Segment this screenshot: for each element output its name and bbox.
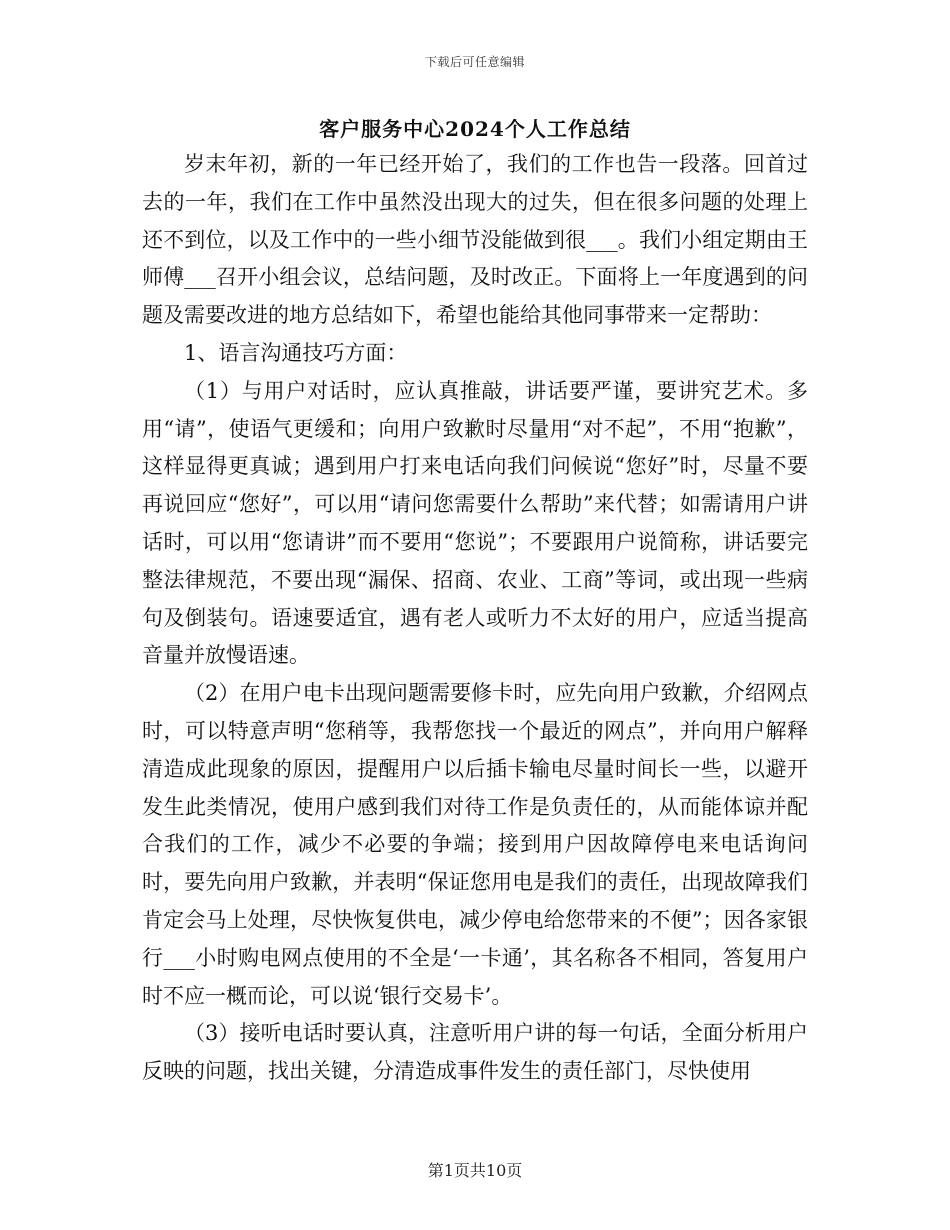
paragraph-item-1: （1）与用户对话时，应认真推敲，讲话要严谨，要讲究艺术。多用“请”，使语气更缓和；向用户致歉时尽量用“对不起”，不用“抱歉”，这样显得更真诚；遇到用户打来电话向我们问候说“您好”时，尽量不要再说回应“您好”，可以用“请问您需要什么帮助”来代替；如需请用户讲话时，可以用“您请讲”而不要用“您说”；不要跟用户说简称，讲话要完整法律规范，不要出现“漏保、招商、农业、工商”等词，或出现一些病句及倒装句。语速要适宜，遇有老人或听力不太好的用户，应适当提高音量并放慢语速。 xyxy=(142,378,808,668)
paragraph-item-2: （2）在用户电卡出现问题需要修卡时，应先向用户致歉，介绍网点时，可以特意声明“您稍等，我帮您找一个最近的网点”，并向用户解释清造成此现象的原因，提醒用户以后插卡输电尽量时间长一些，以避开发生此类情况，使用户感到我们对待工作是负责任的，从而能体谅并配合我们的工作，减少不必要的争端；接到用户因故障停电来电话询问时，要先向用户致歉，并表明“保证您用电是我们的责任，出现故障我们肯定会马上处理，尽快恢复供电，减少停电给您带来的不便”；因各家银行___小时购电网点使用的不全是‘一卡通’，其名称各不相同，答复用户时不应一概而论，可以说‘银行交易卡’。 xyxy=(142,681,808,1008)
page-number: 第1页共10页 xyxy=(427,1161,523,1180)
document-body xyxy=(142,146,808,1091)
page-header-note: 下载后可任意编辑 xyxy=(424,55,525,69)
paragraph-section-heading: 1、语言沟通技巧方面： xyxy=(184,340,408,365)
document-title: 客户服务中心2024个人工作总结 xyxy=(319,117,631,141)
paragraph-item-3: （3）接听电话时要认真，注意听用户讲的每一句话，全面分析用户反映的问题，找出关键，分清造成事件发生的责任部门，尽快使用 xyxy=(142,1021,808,1084)
paragraph-intro: 岁末年初，新的一年已经开始了，我们的工作也告一段落。回首过去的一年，我们在工作中虽然没出现大的过失，但在很多问题的处理上还不到位，以及工作中的一些小细节没能做到很___。我们小组定期由王师傅___召开小组会议，总结问题，及时改正。下面将上一年度遇到的问题及需要改进的地方总结如下，希望也能给其他同事带来一定帮助： xyxy=(142,152,808,328)
